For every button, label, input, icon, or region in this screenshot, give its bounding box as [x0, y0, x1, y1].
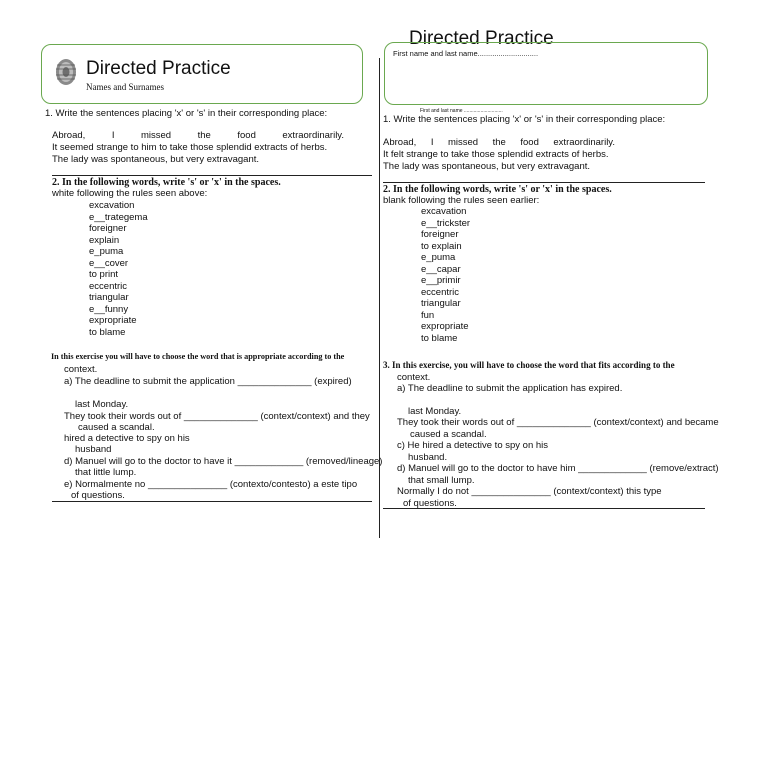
- left-subtitle: Names and Surnames: [86, 82, 164, 92]
- word: food: [520, 137, 539, 148]
- right-s3-line: d) Manuel will go to the doctor to have him _____________ (remove/extract): [397, 463, 719, 474]
- list-item: eccentric: [421, 286, 460, 298]
- list-item: explain: [89, 234, 120, 246]
- divider: [383, 182, 705, 183]
- right-name-field: First name and last name.............................: [393, 49, 539, 58]
- right-s3-line: context.: [397, 372, 431, 383]
- right-section2-subheading: blank following the rules seen earlier:: [383, 195, 540, 206]
- left-s3-line: d) Manuel will go to the doctor to have it _____________ (removed/lineage): [64, 456, 383, 467]
- list-item: excavation: [89, 200, 135, 211]
- list-item: e__primir: [421, 275, 461, 286]
- list-item: expropriate: [89, 315, 137, 326]
- list-item: to print: [89, 269, 119, 280]
- list-item: e_puma: [421, 252, 456, 263]
- right-section1-line3: The lady was spontaneous, but very extravagant.: [383, 161, 591, 172]
- list-item: triangular: [421, 298, 461, 309]
- list-item: to blame: [89, 326, 126, 338]
- right-s3-line: caused a scandal.: [410, 429, 487, 440]
- word: extraordinarily.: [282, 130, 344, 141]
- list-item: e_puma: [89, 246, 124, 257]
- right-section3-heading: 3. In this exercise, you will have to choose the word that fits according to the: [383, 360, 675, 370]
- list-item: e__capar: [421, 263, 461, 275]
- divider: [52, 501, 372, 502]
- left-section1-line3: The lady was spontaneous, but very extravagant.: [52, 154, 260, 165]
- left-word-list: [89, 200, 148, 338]
- right-section2-heading: 2. In the following words, write 's' or 'x' in the spaces.: [383, 184, 612, 195]
- right-s3-line: Normally I do not _______________ (context/context) this type: [397, 486, 662, 497]
- list-item: expropriate: [421, 321, 469, 332]
- list-item: excavation: [421, 206, 467, 217]
- left-s3-line: They took their words out of ______________ (context/context) and they: [64, 411, 370, 422]
- right-s3-line: c) He hired a detective to spy on his: [397, 440, 549, 451]
- right-s3-line: They took their words out of ______________ (context/context) and became: [397, 417, 719, 428]
- word: missed: [140, 130, 172, 141]
- word: the: [197, 130, 211, 141]
- right-small-name-field: First and last name ............................: [420, 108, 503, 114]
- left-section1-heading: 1. Write the sentences placing 'x' or 's' in their corresponding place:: [45, 108, 328, 119]
- list-item: e__trickster: [421, 217, 471, 229]
- right-s3-line: a) The deadline to submit the application has expired.: [397, 383, 623, 394]
- divider: [52, 175, 372, 176]
- left-s3-line: that little lump.: [75, 467, 137, 478]
- right-s3-line: last Monday.: [408, 406, 462, 417]
- tire-icon: [54, 57, 78, 87]
- list-item: eccentric: [89, 280, 128, 292]
- left-s3-line: a) The deadline to submit the application ______________ (expired): [64, 376, 352, 387]
- left-s3-line: of questions.: [71, 490, 125, 501]
- right-s3-line: that small lump.: [408, 475, 475, 486]
- list-item: to explain: [421, 240, 462, 252]
- list-item: e__funny: [89, 303, 129, 315]
- list-item: e__cover: [89, 257, 129, 269]
- left-section3-heading: In this exercise you will have to choose the word that is appropriate according to the: [51, 352, 345, 361]
- left-title: Directed Practice: [86, 58, 231, 79]
- right-section1-line1: [383, 137, 615, 149]
- left-section2-heading: 2. In the following words, write 's' or 'x' in the spaces.: [52, 177, 281, 188]
- left-section1-line2: It seemed strange to him to take those splendid extracts of herbs.: [52, 142, 328, 153]
- list-item: to blame: [421, 332, 458, 344]
- left-s3-line: caused a scandal.: [78, 422, 155, 433]
- word: food: [237, 130, 256, 141]
- column-divider: [379, 58, 380, 538]
- right-word-list: [421, 206, 470, 344]
- right-s3-line: of questions.: [403, 498, 457, 509]
- word: Abroad,: [52, 130, 86, 141]
- left-s3-line: last Monday.: [75, 399, 129, 410]
- left-s3-line: e) Normalmente no _______________ (contexto/contesto) a este tipo: [64, 479, 358, 490]
- word: Abroad,: [383, 137, 417, 148]
- right-section1-heading: 1. Write the sentences placing 'x' or 's' in their corresponding place:: [383, 114, 666, 125]
- word: the: [492, 137, 506, 148]
- left-section1-line1: [52, 130, 344, 142]
- right-title: Directed Practice: [409, 28, 554, 49]
- word: I: [430, 137, 434, 148]
- left-s3-line: husband: [75, 444, 112, 455]
- right-s3-line: husband.: [408, 452, 448, 463]
- word: I: [111, 130, 115, 141]
- left-section2-subheading: white following the rules seen above:: [52, 188, 208, 199]
- divider: [383, 508, 705, 509]
- word: missed: [447, 137, 479, 148]
- left-s3-line: context.: [64, 364, 98, 375]
- right-section1-line2: It felt strange to take those splendid extracts of herbs.: [383, 149, 609, 160]
- list-item: e__trategema: [89, 211, 148, 223]
- list-item: fun: [421, 309, 435, 321]
- list-item: foreigner: [421, 229, 459, 240]
- word: extraordinarily.: [553, 137, 615, 148]
- list-item: triangular: [89, 292, 129, 303]
- list-item: foreigner: [89, 223, 127, 234]
- left-s3-line: hired a detective to spy on his: [64, 433, 190, 444]
